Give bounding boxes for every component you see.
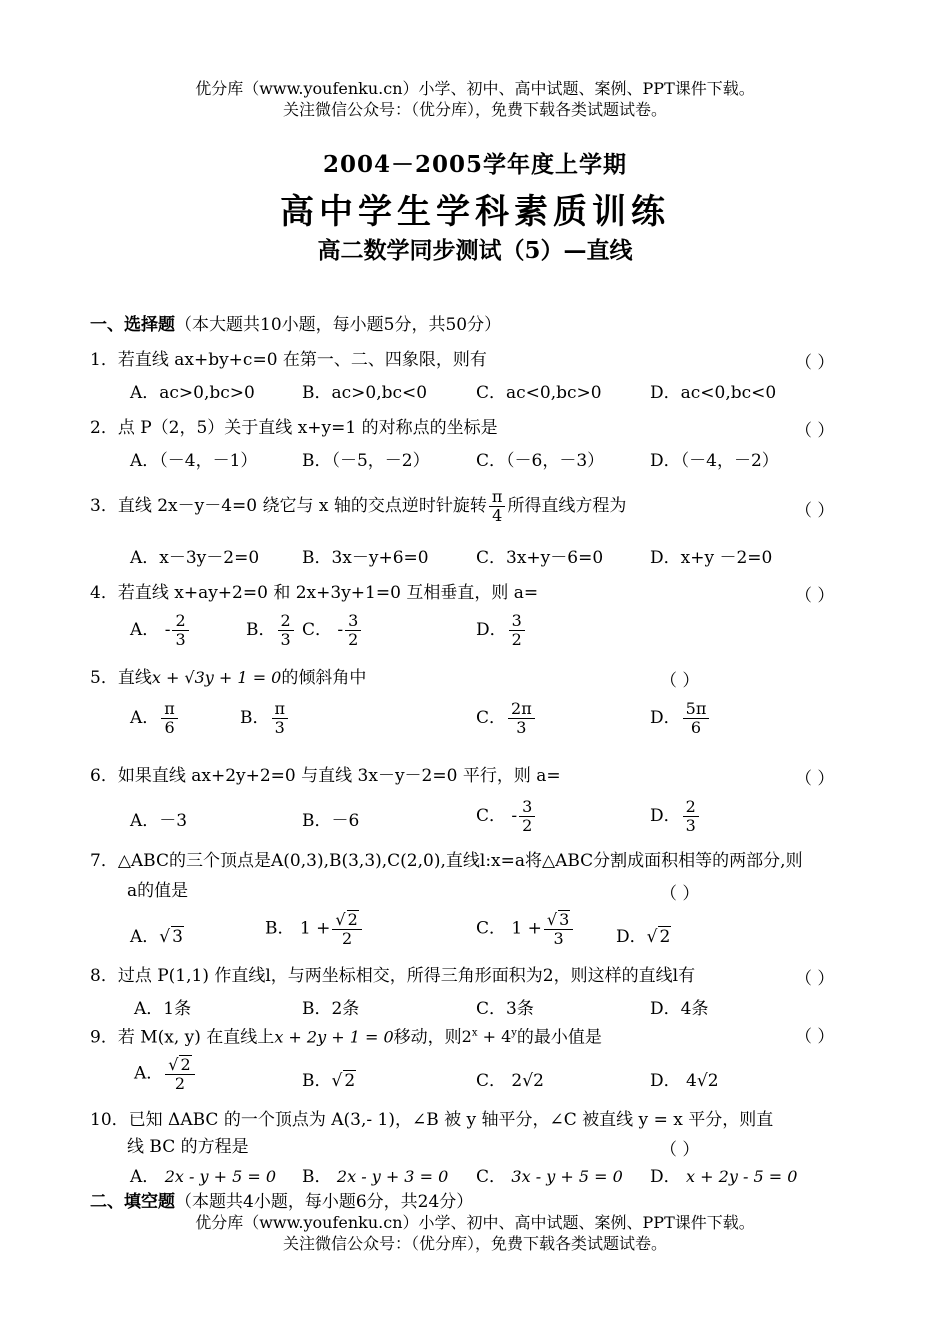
plus-term: 1 + <box>511 918 542 939</box>
option-label: C． <box>476 1071 507 1091</box>
option-c <box>476 1066 544 1091</box>
minus-sign: - <box>337 620 344 640</box>
q-text: 如果直线 ax+2y+2=0 与直线 3x－y－2=0 平行，则 a= <box>117 766 561 786</box>
fraction <box>161 700 178 737</box>
option-equation: 2x - y + 3 = 0 <box>336 1167 449 1186</box>
frac-num: π <box>489 488 506 507</box>
frac-num: 2π <box>508 700 535 719</box>
minus-sign: - <box>511 806 518 826</box>
question-5 <box>90 666 366 690</box>
fraction <box>544 910 573 948</box>
q-number: 2． <box>90 418 118 438</box>
frac-den: 3 <box>274 718 285 737</box>
sqrt-value: 2 <box>347 910 358 929</box>
option-c <box>476 1162 623 1187</box>
frac-den: 2 <box>522 816 533 835</box>
option-a <box>130 700 180 737</box>
fraction <box>519 798 535 835</box>
option-d <box>650 1162 797 1187</box>
option-equation: 2x - y + 5 = 0 <box>164 1167 277 1186</box>
frac-num: 3 <box>519 798 535 817</box>
sqrt-value: 2 <box>344 1071 356 1091</box>
q-text: 直线 <box>117 668 152 688</box>
frac-num: 3 <box>509 612 525 631</box>
option-label: A． <box>134 1063 164 1084</box>
option-b: B．2条 <box>302 999 360 1019</box>
frac-num: 2 <box>278 612 294 631</box>
answer-blank: （ ） <box>795 769 835 789</box>
option-label: A． <box>130 1167 160 1187</box>
q-text-2: 移动，则 <box>393 1027 462 1048</box>
equation: x + 2y + 1 = 0 <box>274 1027 394 1047</box>
option-label: D． <box>476 620 507 640</box>
q-text: 点 P（2，5）关于直线 x+y=1 的对称点的坐标是 <box>117 418 498 438</box>
fraction <box>509 612 525 649</box>
q-text: 若直线 ax+by+c=0 在第一、二、四象限，则有 <box>117 350 487 370</box>
question-9 <box>90 1022 602 1049</box>
option-equation: x + 2y - 5 = 0 <box>686 1167 798 1186</box>
title-main: 高中学生学科素质训练 <box>280 192 670 232</box>
option-b: B．（－5，－2） <box>302 451 430 471</box>
option-c <box>302 612 363 649</box>
option-c <box>476 798 537 835</box>
frac-den: 6 <box>164 718 175 737</box>
answer-blank: （ ） <box>660 884 700 904</box>
question-3 <box>90 488 626 525</box>
q-number: 4． <box>90 583 118 603</box>
title-year: 2004－2005学年度上学期 <box>322 151 628 178</box>
option-label: B． <box>302 1071 332 1091</box>
q-number: 6． <box>90 766 118 786</box>
option-b <box>265 910 364 948</box>
option-a <box>134 1055 197 1093</box>
sqrt-value: 3 <box>172 927 183 947</box>
q-text: △ABC的三个顶点是A(0,3),B(3,3),C(2,0),直线l:x=a将△ABC分割成面积相等的两部分,则 <box>117 851 803 871</box>
question-6 <box>90 764 561 788</box>
option-a: A．x－3y－2=0 <box>130 548 260 568</box>
answer-blank: （ ） <box>795 969 835 989</box>
option-label: A． <box>130 620 160 640</box>
q-text-2: 的倾斜角中 <box>281 668 367 688</box>
fraction <box>172 612 188 649</box>
answer-blank: （ ） <box>795 353 835 373</box>
q-number: 3． <box>90 496 118 516</box>
question-4 <box>90 581 538 605</box>
option-b: B．ac>0,bc<0 <box>302 383 428 403</box>
answer-blank: （ ） <box>660 671 700 691</box>
option-a: A．√ 3 <box>130 927 183 947</box>
question-10 <box>90 1108 773 1132</box>
frac-den: 3 <box>175 630 186 649</box>
frac-num: 3 <box>345 612 361 631</box>
frac-num: 2 <box>172 612 188 631</box>
q-text: 过点 P(1,1) 作直线l，与两坐标相交，所得三角形面积为2，则这样的直线l有 <box>117 966 696 986</box>
q-number: 10． <box>90 1110 129 1130</box>
question-7-line-2: a的值是 <box>127 881 189 901</box>
header-line-2: 关注微信公众号：（优分库），免费下载各类试题试卷。 <box>282 100 667 119</box>
frac-den: 4 <box>492 506 503 525</box>
option-label: A． <box>130 927 160 947</box>
option-d: D．x+y －2=0 <box>650 548 773 568</box>
question-8 <box>90 964 695 988</box>
frac-den: 3 <box>516 718 527 737</box>
option-c: C．（－6，－3） <box>476 451 605 471</box>
option-b: B．3x－y+6=0 <box>302 548 429 568</box>
header-line-1: 优分库（www.youfenku.cn）小学、初中、高中试题、案例、PPT课件下载。 <box>195 79 755 98</box>
answer-blank: （ ） <box>795 586 835 606</box>
option-label: B． <box>246 620 276 640</box>
plus-term: 1 + <box>299 918 331 939</box>
frac-den: 2 <box>348 630 359 649</box>
section-desc: （本大题共10小题，每小题5分，共50分） <box>175 315 502 335</box>
frac-den: 6 <box>690 718 702 737</box>
option-c: C．3条 <box>476 999 534 1019</box>
fraction <box>332 910 361 948</box>
option-label: C． <box>476 708 507 728</box>
option-label: C． <box>476 918 507 939</box>
question-2 <box>90 416 498 440</box>
question-7 <box>90 849 803 873</box>
answer-blank: （ ） <box>660 1140 700 1160</box>
answer-blank: （ ） <box>795 501 835 521</box>
sqrt-value: 2 <box>180 1055 191 1074</box>
option-c <box>476 700 537 737</box>
frac-num: 2 <box>683 798 699 817</box>
option-b <box>302 1162 448 1187</box>
equation: x + √3y + 1 = 0 <box>151 668 282 687</box>
frac-den: 2 <box>341 929 353 948</box>
q-text: 已知 ΔABC 的一个顶点为 A(3,- 1)，∠B 被 y 轴平分，∠C 被直线 y = x 平分，则直 <box>128 1110 774 1130</box>
option-d <box>476 612 527 649</box>
frac-num: √ 3 <box>544 910 573 930</box>
option-label: D． <box>650 806 681 826</box>
frac-den: 2 <box>511 630 522 649</box>
option-c: C．3x+y－6=0 <box>476 548 604 568</box>
option-label: B． <box>265 918 295 939</box>
footer-line-1: 优分库（www.youfenku.cn）小学、初中、高中试题、案例、PPT课件下载。 <box>195 1213 755 1232</box>
option-value: 2√2 <box>511 1071 544 1091</box>
minus-sign: - <box>164 620 171 640</box>
option-label: D． <box>616 927 647 947</box>
fraction <box>489 488 506 525</box>
q-number: 9． <box>90 1027 118 1048</box>
option-d: D．ac<0,bc<0 <box>650 383 777 403</box>
option-d <box>650 700 711 737</box>
option-b <box>246 612 296 649</box>
q-text-3: 的最小值是 <box>516 1027 602 1048</box>
fraction <box>345 612 361 649</box>
section-desc: （本题共4小题，每小题6分，共24分） <box>175 1192 474 1212</box>
option-c <box>476 910 575 948</box>
sqrt-value: 3 <box>559 910 570 929</box>
section-title: 二、填空题 <box>90 1192 175 1212</box>
expression: $2^x + 4^y$ <box>461 1027 517 1047</box>
option-value: 4√2 <box>686 1071 719 1091</box>
option-a: A．－3 <box>130 811 188 831</box>
option-label: B． <box>302 1167 332 1187</box>
q-number: 8． <box>90 966 118 986</box>
frac-num: 5π <box>683 700 710 719</box>
section-fill-heading <box>90 1187 473 1212</box>
option-equation: 3x - y + 5 = 0 <box>511 1167 623 1186</box>
option-d: D．（－4，－2） <box>650 451 779 471</box>
fraction <box>278 612 294 649</box>
option-d <box>650 1066 719 1091</box>
fraction <box>272 700 289 737</box>
frac-num: √ 2 <box>332 910 361 930</box>
fraction <box>165 1055 194 1093</box>
option-d: D．√ 2 <box>616 927 671 947</box>
option-d: D．4条 <box>650 999 709 1019</box>
option-a: A．（－4，－1） <box>130 451 258 471</box>
option-label: A． <box>130 708 160 728</box>
q-number: 5． <box>90 668 118 688</box>
section-choice-heading <box>90 310 501 335</box>
question-10-line-2: 线 BC 的方程是 <box>127 1137 249 1157</box>
frac-den: 3 <box>685 816 696 835</box>
option-label: C． <box>302 620 333 640</box>
q-text: 若 M(x, y) 在直线上 <box>117 1027 275 1048</box>
option-c: C．ac<0,bc>0 <box>476 383 602 403</box>
fraction <box>683 700 710 737</box>
fraction <box>683 798 699 835</box>
title-sub: 高二数学同步测试（5）—直线 <box>317 237 633 264</box>
answer-blank: （ ） <box>795 1027 835 1047</box>
option-label: D． <box>650 708 681 728</box>
option-b: B．√ 2 <box>302 1071 356 1091</box>
frac-den: 3 <box>280 630 291 649</box>
option-label: D． <box>650 1071 681 1091</box>
frac-den: 3 <box>553 929 564 948</box>
frac-num: π <box>161 700 178 719</box>
q-text: 直线 2x－y－4=0 绕它与 x 轴的交点逆时针旋转 <box>117 496 487 516</box>
q-text-2: 所得直线方程为 <box>507 496 627 516</box>
option-b <box>240 700 290 737</box>
option-label: D． <box>650 1167 681 1187</box>
option-a: A．1条 <box>134 999 192 1019</box>
section-title: 一、选择题 <box>90 315 175 335</box>
answer-blank: （ ） <box>795 421 835 441</box>
option-a: A．ac>0,bc>0 <box>130 383 255 403</box>
option-d <box>650 798 701 835</box>
fraction <box>508 700 535 737</box>
frac-den: 2 <box>174 1074 186 1093</box>
footer-line-2: 关注微信公众号：（优分库），免费下载各类试题试卷。 <box>282 1234 667 1253</box>
q-text: 若直线 x+ay+2=0 和 2x+3y+1=0 互相垂直，则 a= <box>117 583 539 603</box>
option-label: B． <box>240 708 270 728</box>
q-number: 7． <box>90 851 118 871</box>
question-1 <box>90 348 487 372</box>
frac-num: √ 2 <box>165 1055 194 1075</box>
option-label: C． <box>476 1167 507 1187</box>
frac-num: π <box>272 700 289 719</box>
option-label: C． <box>476 806 507 826</box>
q-number: 1． <box>90 350 118 370</box>
option-a <box>130 612 191 649</box>
option-a <box>130 1162 276 1187</box>
sqrt-value: 2 <box>659 927 671 947</box>
option-b: B．－6 <box>302 811 360 831</box>
